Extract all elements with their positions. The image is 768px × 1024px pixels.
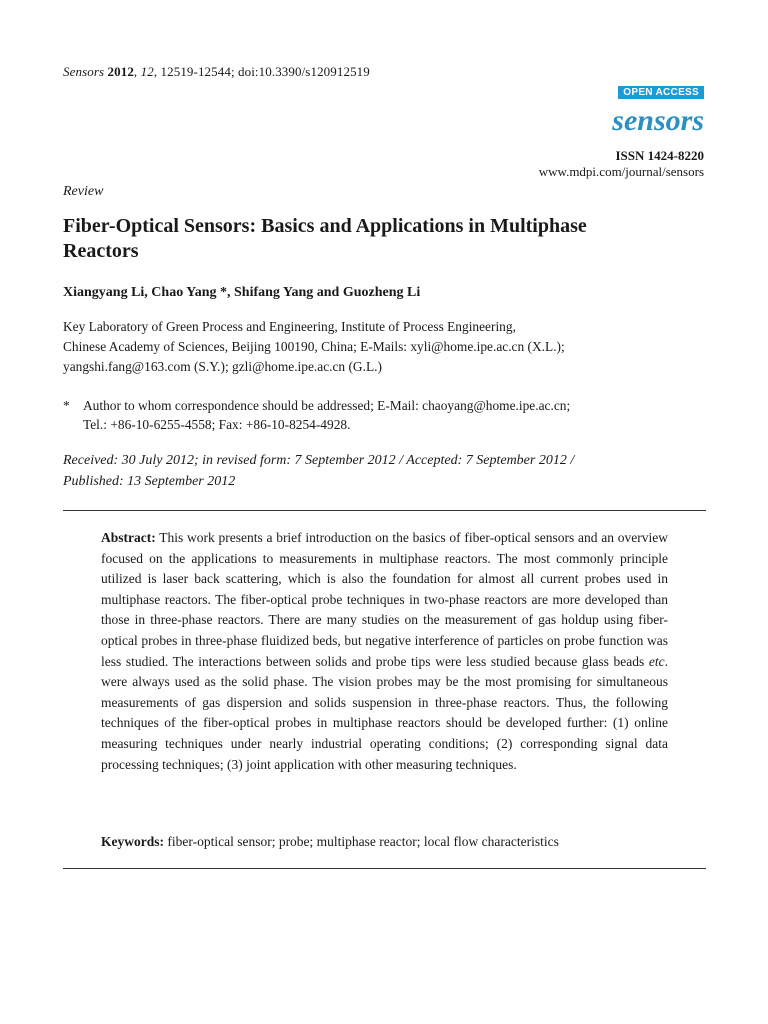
dates-line: Published: 13 September 2012: [63, 474, 236, 489]
dates-line: Received: 30 July 2012; in revised form: 7 September 2012 / Accepted: 7 September 2012 /: [63, 453, 575, 468]
citation-journal: Sensors: [63, 64, 105, 79]
abstract-etc: etc: [648, 653, 665, 669]
abstract: [101, 528, 668, 775]
keywords-text: fiber-optical sensor; probe; multiphase reactor; local flow characteristics: [164, 834, 559, 849]
article-title: Fiber-Optical Sensors: Basics and Applications in Multiphase Reactors: [63, 215, 587, 262]
open-access-badge: OPEN ACCESS: [618, 86, 704, 99]
citation-volume: 12: [140, 64, 154, 79]
affiliation-line: Chinese Academy of Sciences, Beijing 100190, China; E-Mails: xyli@home.ipe.ac.cn (X.L.);: [63, 339, 565, 354]
article-type: Review: [63, 184, 104, 199]
journal-logo: sensors: [612, 104, 704, 137]
divider-bottom: [63, 868, 706, 869]
journal-url[interactable]: www.mdpi.com/journal/sensors: [538, 164, 704, 179]
abstract-label: Abstract:: [101, 530, 156, 545]
citation-line: Sensors 2012, 12, 12519-12544; doi:10.3390/s120912519: [63, 64, 370, 79]
affiliation-line: Key Laboratory of Green Process and Engineering, Institute of Process Engineering,: [63, 319, 516, 334]
citation-rest: , 12519-12544; doi:10.3390/s120912519: [153, 64, 370, 79]
keywords: [101, 834, 668, 850]
authors: Xiangyang Li, Chao Yang *, Shifang Yang and Guozheng Li: [63, 285, 421, 300]
corr-line: Tel.: +86-10-6255-4558; Fax: +86-10-8254-4928.: [83, 417, 351, 432]
keywords-label: Keywords:: [101, 834, 164, 849]
citation-year: 2012: [107, 64, 134, 79]
affiliation: [63, 317, 703, 377]
publication-dates: [63, 450, 663, 492]
affiliation-line: yangshi.fang@163.com (S.Y.); gzli@home.ipe.ac.cn (G.L.): [63, 359, 382, 374]
divider-top: [63, 510, 706, 511]
abstract-text-cont: . were always used as the solid phase. The vision probes may be the most promising for simultaneous measurements of gas dispersion and solids suspension in three-phase reactors. Thus, the following techniques of the fiber-optical probes in multiphase reactors should be developed further: (1) online measuring techniques under nearly industrial operating conditions; (2) corresponding signal data processing techniques; (3) joint application with other measuring techniques.: [101, 653, 668, 772]
correspondence-note: [63, 396, 703, 434]
abstract-text: This work presents a brief introduction on the basics of fiber-optical sensors and an overview focused on the applications to measurements in multiphase reactors. The most commonly principle utilized is laser back scattering, which is also the foundation for almost all current probes used in multiphase reactors. The fiber-optical probe techniques in two-phase reactors are more developed than those in three-phase reactors. There are many studies on the measurement of gas holdup using fiber-optical probes in three-phase fluidized beds, but negative interference of particles on probe function was less studied. The interactions between solids and probe tips were less studied because glass beads: [101, 530, 668, 669]
corr-star: *: [63, 398, 70, 413]
issn: ISSN 1424-8220: [615, 148, 704, 163]
corr-line: Author to whom correspondence should be addressed; E-Mail: chaoyang@home.ipe.ac.cn;: [83, 398, 571, 413]
